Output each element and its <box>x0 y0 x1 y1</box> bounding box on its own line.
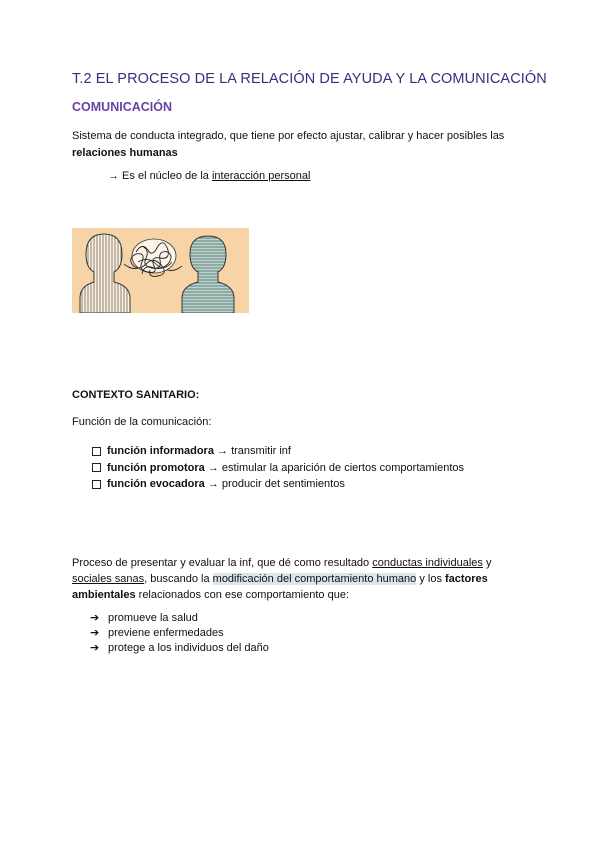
process-text-2: y <box>482 557 492 569</box>
process-highlight: modificación del comportamiento humano <box>212 573 417 585</box>
process-text-5: relacionados con ese comportamiento que: <box>135 589 349 601</box>
list-item <box>90 641 269 656</box>
checkbox-icon[interactable] <box>92 480 101 489</box>
function-arrow: → <box>204 461 222 474</box>
outcome-text: previene enfermedades <box>108 627 224 639</box>
list-item <box>92 443 464 460</box>
list-item <box>92 460 464 477</box>
process-text-1: Proceso de presentar y evaluar la inf, que dé como resultado <box>72 557 373 569</box>
list-item <box>90 626 269 641</box>
outcome-text: protege a los individuos del daño <box>108 642 269 654</box>
function-desc: estimular la aparición de ciertos comportamientos <box>221 461 465 474</box>
outcomes-list <box>90 611 269 656</box>
context-heading: CONTEXTO SANITARIO: <box>72 389 200 401</box>
process-text-4: y los <box>416 573 445 585</box>
function-arrow: → <box>213 445 232 457</box>
nucleus-line <box>108 170 310 182</box>
process-text-3: , buscando la <box>144 573 213 585</box>
outcome-text: promueve la salud <box>108 612 198 624</box>
nucleus-prefix: → Es el núcleo de la <box>108 170 212 182</box>
definition-text: Sistema de conducta integrado, que tiene por efecto ajustar, calibrar y hacer posibles las <box>72 130 505 142</box>
process-underlined-2: sociales sanas <box>72 573 145 585</box>
checkbox-icon[interactable] <box>92 463 101 472</box>
function-name: función evocadora <box>107 478 205 490</box>
functions-intro: Función de la comunicación: <box>72 416 212 428</box>
definition-bold: relaciones humanas <box>72 146 178 159</box>
nucleus-underlined: interacción personal <box>211 170 311 182</box>
arrow-icon: ➔ <box>90 612 100 624</box>
process-bold: factores ambientales <box>72 573 488 601</box>
process-underlined-1: conductas individuales <box>372 557 483 569</box>
function-desc: producir det sentimientos <box>221 478 345 490</box>
function-desc: transmitir inf <box>231 445 291 457</box>
process-paragraph <box>72 555 532 603</box>
functions-checklist <box>92 443 464 493</box>
function-arrow: → <box>204 478 222 490</box>
list-item <box>90 611 269 626</box>
list-item <box>92 476 464 493</box>
arrow-icon: ➔ <box>90 642 100 654</box>
section-heading-comunicacion: COMUNICACIÓN <box>72 100 172 114</box>
page-title: T.2 EL PROCESO DE LA RELACIÓN DE AYUDA Y LA COMUNICACIÓN <box>72 71 547 87</box>
two-people-talking-icon <box>72 228 249 313</box>
arrow-icon: ➔ <box>90 627 100 639</box>
function-name: función promotora <box>107 461 205 474</box>
function-name: función informadora <box>107 445 214 457</box>
definition-paragraph <box>72 128 532 161</box>
checkbox-icon[interactable] <box>92 447 101 456</box>
